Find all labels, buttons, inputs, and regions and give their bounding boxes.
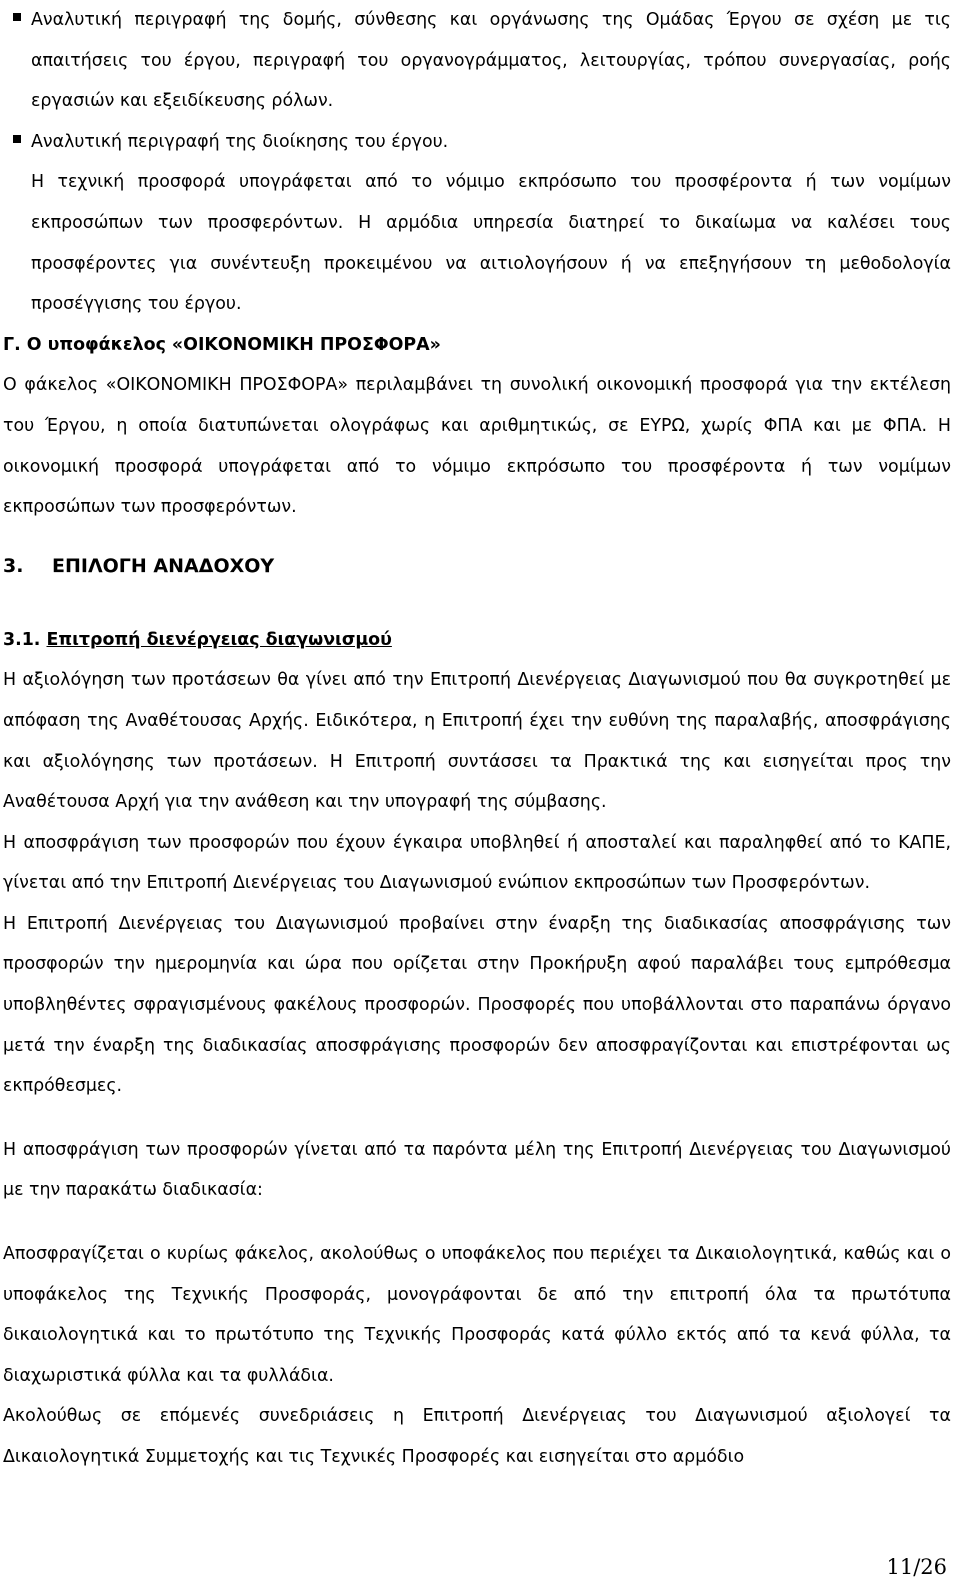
subsection-number: 3.1. bbox=[3, 629, 41, 650]
square-bullet-icon bbox=[13, 135, 21, 143]
bullet-item-team-structure bbox=[3, 0, 951, 122]
subsection-title: Επιτροπή διενέργειας διαγωνισμού bbox=[46, 629, 392, 650]
technical-offer-note: Η τεχνική προσφορά υπογράφεται από το νόμιμο εκπρόσωπο του προσφέροντα ή των νομίμων εκπροσώπων των προσφερόντων. Η αρμόδια υπηρεσία διατηρεί το δικαίωμα να καλέσει τους προσφέροντες για συνέντευξη προκειμένου να αιτιολογήσουν ή να επεξηγήσουν τη μεθοδολογία προσέγγισης του έργου. bbox=[31, 172, 951, 315]
section-3-1-heading bbox=[3, 620, 951, 661]
section-3-heading bbox=[3, 546, 951, 586]
section-number: 3. bbox=[3, 554, 24, 577]
paragraph-next-sessions: Ακολούθως σε επόμενές συνεδριάσεις η Επιτροπή Διενέργειας του Διαγωνισμού αξιολογεί τα Δικαιολογητικά Συμμετοχής και τις Τεχνικές Προσφορές και εισηγείται στο αρμόδιο bbox=[3, 1406, 951, 1467]
paragraph-main-envelope: Αποσφραγίζεται ο κυρίως φάκελος, ακολούθως ο υποφάκελος που περιέχει τα Δικαιολογητικά, καθώς και ο υποφάκελος της Τεχνικής Προσφοράς, μονογράφονται δε από την επιτροπή όλα τα πρωτότυπα δικαιολογητικά και το πρωτότυπο της Τεχνικής Προσφοράς κατά φύλλο εκτός από τα κενά φύλλα, τα διαχωριστικά φύλλα και τα φυλλάδια. bbox=[3, 1244, 951, 1386]
section-g-body: Ο φάκελος «ΟΙΚΟΝΟΜΙΚΗ ΠΡΟΣΦΟΡΑ» περιλαμβάνει τη συνολική οικονομική προσφορά για την εκτέλεση του Έργου, η οποία διατυπώνεται ολογράφως και αριθμητικώς, σε ΕΥΡΩ, χωρίς ΦΠΑ και με ΦΠΑ. Η οικονομική προσφορά υπογράφεται από το νόμιμο εκπρόσωπο του προσφέροντα ή των νομίμων εκπροσώπων των προσφερόντων. bbox=[3, 375, 951, 518]
paragraph-unsealing-kape: Η αποσφράγιση των προσφορών που έχουν έγκαιρα υποβληθεί ή αποσταλεί και παραληφθεί από το ΚΑΠΕ, γίνεται από την Επιτροπή Διενέργειας του Διαγωνισμού ενώπιον εκπροσώπων των Προσφερόντων. bbox=[3, 832, 951, 894]
bullet-text: Αναλυτική περιγραφή της διοίκησης του έργου. bbox=[31, 131, 449, 152]
page-number: 11/26 bbox=[886, 1555, 947, 1579]
paragraph-unsealing-start: Η Επιτροπή Διενέργειας του Διαγωνισμού προβαίνει στην έναρξη της διαδικασίας αποσφράγισης των προσφορών την ημερομηνία και ώρα που ορίζεται στην Προκήρυξη αφού παραλάβει τους εμπρόθεσμα υποβληθέντες σφραγισμένους φακέλους προσφορών. Προσφορές που υποβάλλονται στο παραπάνω όργανο μετά την έναρξη της διαδικασίας αποσφράγισης προσφορών δεν αποσφραγίζονται και επιστρέφονται ως εκπρόθεσμες. bbox=[3, 913, 951, 1097]
paragraph-evaluation-committee: Η αξιολόγηση των προτάσεων θα γίνει από την Επιτροπή Διενέργειας Διαγωνισμού που θα συγκροτηθεί με απόφαση της Αναθέτουσας Αρχής. Ειδικότερα, η Επιτροπή έχει την ευθύνη της παραλαβής, αποσφράγισης και αξιολόγησης των προτάσεων. Η Επιτροπή συντάσσει τα Πρακτικά της και εισηγείται προς την Αναθέτουσα Αρχή για την ανάθεση και την υπογραφή της σύμβασης. bbox=[3, 670, 951, 813]
section-title: ΕΠΙΛΟΓΗ ΑΝΑΔΟΧΟΥ bbox=[52, 554, 275, 577]
document-page bbox=[3, 0, 951, 1478]
paragraph-unsealing-members: Η αποσφράγιση των προσφορών γίνεται από τα παρόντα μέλη της Επιτροπή Διενέργειας του Διαγωνισμού με την παρακάτω διαδικασία: bbox=[3, 1139, 951, 1201]
square-bullet-icon bbox=[13, 13, 21, 21]
bullet-item-project-management bbox=[3, 122, 951, 163]
section-g-title: Γ. Ο υποφάκελος «ΟΙΚΟΝΟΜΙΚΗ ΠΡΟΣΦΟΡΑ» bbox=[3, 334, 441, 355]
bullet-text: Αναλυτική περιγραφή της δομής, σύνθεσης και οργάνωσης της Ομάδας Έργου σε σχέση με τις απαιτήσεις του έργου, περιγραφή του οργανογράμματος, λειτουργίας, τρόπου συνεργασίας, ροής εργασιών και εξειδίκευσης ρόλων. bbox=[31, 10, 951, 112]
